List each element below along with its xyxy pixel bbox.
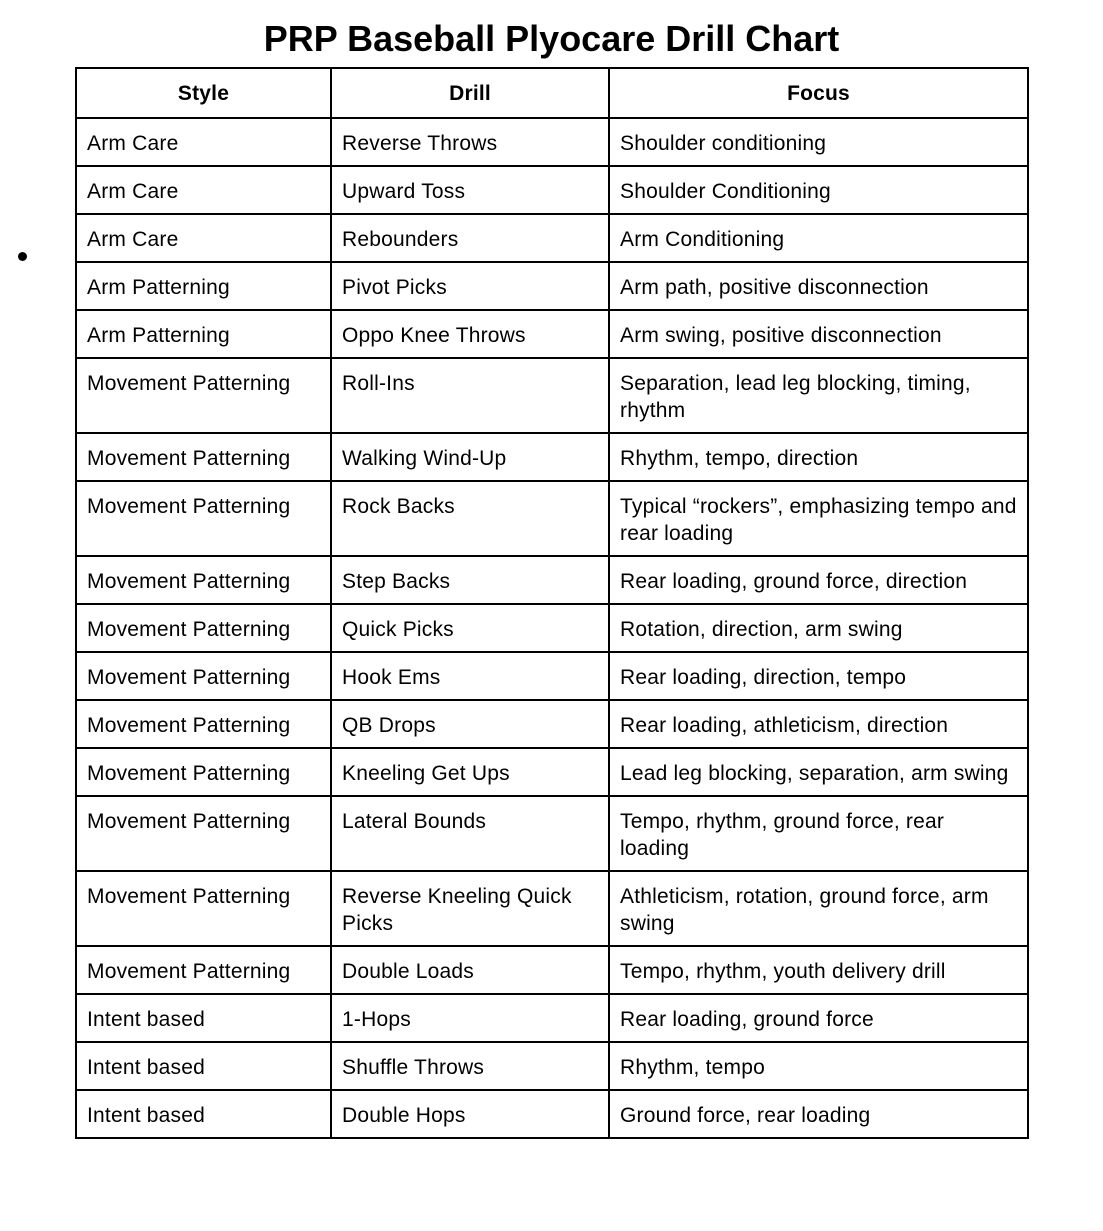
cell-drill: Shuffle Throws: [331, 1042, 609, 1090]
cell-style: Movement Patterning: [76, 556, 331, 604]
cell-drill: Oppo Knee Throws: [331, 310, 609, 358]
cell-drill: Lateral Bounds: [331, 796, 609, 871]
cell-focus: Shoulder conditioning: [609, 118, 1028, 166]
cell-style: Movement Patterning: [76, 652, 331, 700]
cell-style: Movement Patterning: [76, 748, 331, 796]
page-title: PRP Baseball Plyocare Drill Chart: [263, 18, 840, 59]
cell-style: Movement Patterning: [76, 946, 331, 994]
cell-drill: Pivot Picks: [331, 262, 609, 310]
cell-focus: Typical “rockers”, emphasizing tempo and rear loading: [609, 481, 1028, 556]
cell-drill: Step Backs: [331, 556, 609, 604]
cell-style: Movement Patterning: [76, 700, 331, 748]
cell-focus: Rhythm, tempo, direction: [609, 433, 1028, 481]
cell-drill: Quick Picks: [331, 604, 609, 652]
cell-style: Movement Patterning: [76, 604, 331, 652]
cell-focus: Rhythm, tempo: [609, 1042, 1028, 1090]
cell-focus: Rear loading, ground force: [609, 994, 1028, 1042]
table-row: [76, 946, 1028, 994]
cell-drill: Rock Backs: [331, 481, 609, 556]
cell-focus: Rotation, direction, arm swing: [609, 604, 1028, 652]
cell-focus: Tempo, rhythm, youth delivery drill: [609, 946, 1028, 994]
cell-drill: Upward Toss: [331, 166, 609, 214]
cell-drill: QB Drops: [331, 700, 609, 748]
cell-style: Movement Patterning: [76, 796, 331, 871]
table-row: [76, 652, 1028, 700]
cell-style: Intent based: [76, 1090, 331, 1138]
cell-style: Movement Patterning: [76, 481, 331, 556]
table-row: [76, 481, 1028, 556]
table-row: [76, 604, 1028, 652]
table-row: [76, 1090, 1028, 1138]
bullet-dot: [18, 252, 27, 261]
table-row: [76, 118, 1028, 166]
cell-style: Movement Patterning: [76, 433, 331, 481]
cell-focus: Athleticism, rotation, ground force, arm swing: [609, 871, 1028, 946]
cell-focus: Rear loading, ground force, direction: [609, 556, 1028, 604]
cell-drill: Double Hops: [331, 1090, 609, 1138]
table-row: [76, 556, 1028, 604]
cell-style: Arm Patterning: [76, 310, 331, 358]
cell-focus: Shoulder Conditioning: [609, 166, 1028, 214]
cell-drill: 1-Hops: [331, 994, 609, 1042]
cell-style: Arm Care: [76, 214, 331, 262]
table-row: [76, 433, 1028, 481]
cell-focus: Arm Conditioning: [609, 214, 1028, 262]
cell-drill: Walking Wind-Up: [331, 433, 609, 481]
cell-style: Intent based: [76, 1042, 331, 1090]
table-row: [76, 796, 1028, 871]
cell-focus: Arm path, positive disconnection: [609, 262, 1028, 310]
table-row: [76, 994, 1028, 1042]
cell-drill: Reverse Kneeling Quick Picks: [331, 871, 609, 946]
cell-style: Arm Patterning: [76, 262, 331, 310]
table-row: [76, 214, 1028, 262]
cell-focus: Lead leg blocking, separation, arm swing: [609, 748, 1028, 796]
header-focus: Focus: [609, 68, 1028, 118]
cell-focus: Rear loading, athleticism, direction: [609, 700, 1028, 748]
cell-drill: Kneeling Get Ups: [331, 748, 609, 796]
table-row: [76, 700, 1028, 748]
cell-drill: Double Loads: [331, 946, 609, 994]
header-style: Style: [76, 68, 331, 118]
table-row: [76, 748, 1028, 796]
table-row: [76, 166, 1028, 214]
cell-style: Movement Patterning: [76, 871, 331, 946]
cell-style: Arm Care: [76, 118, 331, 166]
cell-focus: Arm swing, positive disconnection: [609, 310, 1028, 358]
cell-drill: Rebounders: [331, 214, 609, 262]
cell-drill: Reverse Throws: [331, 118, 609, 166]
table-header-row: [76, 68, 1028, 118]
cell-style: Arm Care: [76, 166, 331, 214]
table-row: [76, 262, 1028, 310]
header-drill: Drill: [331, 68, 609, 118]
cell-style: Movement Patterning: [76, 358, 331, 433]
cell-drill: Hook Ems: [331, 652, 609, 700]
cell-focus: Tempo, rhythm, ground force, rear loading: [609, 796, 1028, 871]
table-row: [76, 1042, 1028, 1090]
drill-table: [75, 67, 1029, 1139]
table-row: [76, 871, 1028, 946]
cell-focus: Ground force, rear loading: [609, 1090, 1028, 1138]
cell-drill: Roll-Ins: [331, 358, 609, 433]
table-row: [76, 310, 1028, 358]
cell-style: Intent based: [76, 994, 331, 1042]
table-row: [76, 358, 1028, 433]
cell-focus: Rear loading, direction, tempo: [609, 652, 1028, 700]
cell-focus: Separation, lead leg blocking, timing, rhythm: [609, 358, 1028, 433]
